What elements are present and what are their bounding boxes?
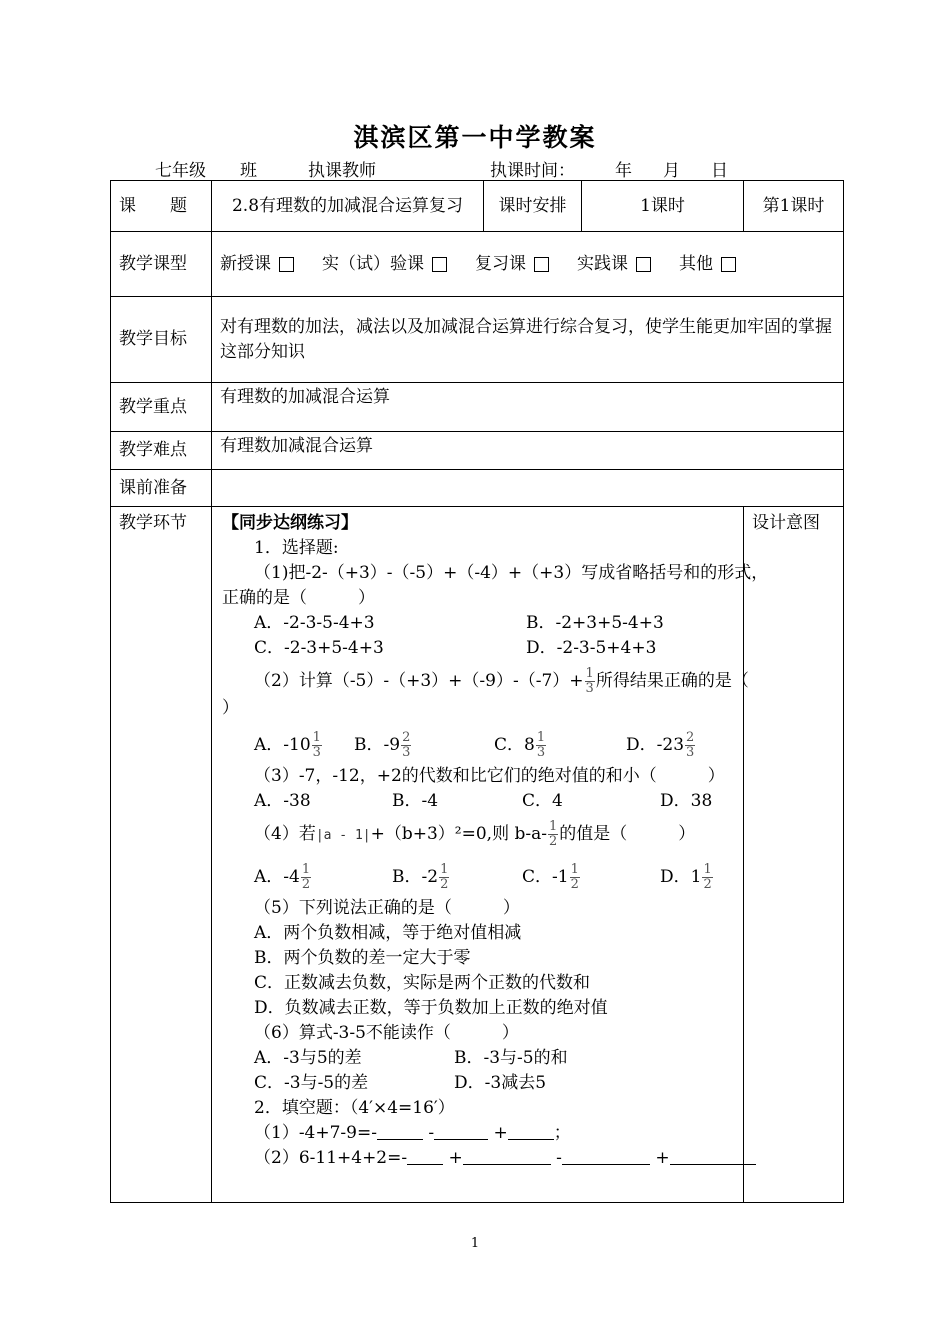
type-option-experiment: 实（试）验课 [322, 252, 475, 277]
process-label: 教学环节 [111, 507, 212, 1203]
month-label: 月 [663, 161, 680, 181]
topic-row [111, 181, 844, 232]
blank-2a[interactable] [407, 1146, 443, 1165]
q5-option-b: B．两个负数的差一定大于零 [254, 948, 471, 968]
blank-1a[interactable] [377, 1121, 423, 1140]
q1-option-d: D．-2-3-5+4+3 [526, 638, 657, 658]
q5-option-c: C．正数减去负数，实际是两个正数的代数和 [254, 973, 591, 993]
q3-option-d: D．38 [660, 791, 713, 811]
q3-option-b: B．-4 [392, 791, 439, 811]
goal-row [111, 297, 844, 383]
preparation-label: 课前准备 [111, 470, 212, 507]
lesson-number: 第1课时 [744, 181, 844, 232]
blank-2c[interactable] [562, 1146, 650, 1165]
q4-option-a: A．-4 $\frac{1}{2}$ [254, 862, 311, 892]
day-label: 日 [711, 161, 728, 181]
lesson-type-label: 教学课型 [111, 232, 212, 297]
exercise-content [212, 507, 769, 1203]
q5-option-d: D．负数减去正数，等于负数加上正数的绝对值 [254, 998, 608, 1018]
q3-stem: （3）-7，-12，+2的代数和比它们的绝对值的和小（ ） [254, 766, 725, 786]
q2-option-a: A．-10 $\frac{1}{3}$ [254, 730, 321, 760]
type-option-other: 其他 [679, 252, 736, 277]
time-label: 执课时间： [490, 161, 575, 181]
q2-option-d: D．-23 $\frac{2}{3}$ [626, 730, 695, 760]
q6-option-c: C．-3与-5的差 [254, 1073, 369, 1093]
q6-stem: （6）算式-3-5不能读作（ ） [254, 1023, 519, 1043]
q5-stem: （5）下列说法正确的是（ ） [254, 898, 520, 918]
q2-fraction: $\frac{1}{3}$ [585, 666, 594, 696]
q1-option-b: B．-2+3+5-4+3 [526, 613, 664, 633]
abs-value-expression: |a - 1| [315, 828, 371, 843]
checkbox-practice[interactable] [636, 257, 651, 272]
blank-1b[interactable] [434, 1121, 488, 1140]
topic-value: 2.8有理数的加减混合运算复习 [212, 181, 484, 232]
checkbox-review[interactable] [534, 257, 549, 272]
grade-label: 七年级 [155, 161, 206, 181]
q2-options [222, 731, 733, 760]
fill-heading: 2．填空题：（4′×4=16′） [254, 1098, 455, 1118]
class-label: 班 [240, 161, 257, 181]
blank-2d[interactable] [670, 1146, 756, 1165]
q2-option-c: C．8 $\frac{1}{3}$ [494, 730, 546, 760]
q2-option-b: B．-9 $\frac{2}{3}$ [354, 730, 411, 760]
type-option-review: 复习课 [475, 252, 577, 277]
q6-option-d: D．-3减去5 [454, 1073, 547, 1093]
lesson-type-options [212, 232, 844, 297]
q4-stem: （4）若|a - 1|+（b+3）²=0,则 b-a- $\frac{1}{2}$ 的值是（ ） [254, 819, 696, 849]
key-point-label: 教学重点 [111, 383, 212, 432]
q1-option-a: A．-2-3-5-4+3 [254, 613, 375, 633]
type-option-practice: 实践课 [577, 252, 679, 277]
q4-option-c: C．-1 $\frac{1}{2}$ [522, 862, 579, 892]
difficulty-label: 教学难点 [111, 432, 212, 470]
blank-2b[interactable] [463, 1146, 551, 1165]
difficulty-row [111, 432, 844, 470]
q5-option-a: A．两个负数相减，等于绝对值相减 [254, 923, 522, 943]
preparation-text [212, 470, 844, 507]
q4-option-d: D．1 $\frac{1}{2}$ [660, 862, 712, 892]
schedule-label: 课时安排 [484, 181, 582, 232]
checkbox-other[interactable] [721, 257, 736, 272]
q3-option-a: A．-38 [254, 791, 311, 811]
q4-options [222, 863, 733, 892]
key-point-text: 有理数的加减混合运算 [212, 383, 844, 432]
checkbox-new[interactable] [279, 257, 294, 272]
q3-option-c: C．4 [522, 791, 563, 811]
blank-1c[interactable] [508, 1121, 554, 1140]
goal-label: 教学目标 [111, 297, 212, 383]
q2-stem: （2）计算（-5）-（+3）+（-9）-（-7）+ $\frac{1}{3}$ 所得结果正确的是（ [254, 666, 749, 696]
type-option-new: 新授课 [220, 252, 322, 277]
year-label: 年 [615, 161, 632, 181]
preparation-row [111, 470, 844, 507]
teacher-label: 执课教师 [308, 161, 376, 181]
choice-heading: 1．选择题: [254, 538, 339, 558]
schedule-value: 1课时 [582, 181, 744, 232]
goal-text: 对有理数的加法，减法以及加减混合运算进行综合复习，使学生能更加牢固的掌握这部分知识 [212, 297, 844, 383]
fill-1: （1）-4+7-9=- - + ； [254, 1123, 571, 1143]
process-row [111, 507, 844, 1203]
q2-stem-end: ） [222, 698, 239, 718]
fill-2: （2）6-11+4+2=- + - + [222, 1146, 733, 1171]
q6-option-b: B．-3与-5的和 [454, 1048, 568, 1068]
lesson-type-row [111, 232, 844, 297]
q4-option-b: B．-2 $\frac{1}{2}$ [392, 862, 449, 892]
lesson-plan-table [110, 180, 844, 1203]
q1-stem-cont: 正确的是（ ） [222, 588, 375, 608]
q6-option-a: A．-3与5的差 [254, 1048, 362, 1068]
checkbox-experiment[interactable] [432, 257, 447, 272]
difficulty-text: 有理数加减混合运算 [212, 432, 844, 470]
design-intent-label: 设计意图 [744, 507, 844, 1203]
document-title: 淇滨区第一中学教案 [353, 123, 597, 152]
q1-option-c: C．-2-3+5-4+3 [254, 638, 384, 658]
topic-label: 课 题 [111, 181, 212, 232]
key-point-row [111, 383, 844, 432]
page-number: 1 [470, 1236, 480, 1251]
section-heading: 【同步达纲练习】 [222, 513, 358, 533]
q1-stem: （1)把-2-（+3）-（-5）+（-4）+（+3）写成省略括号和的形式， [254, 563, 769, 583]
